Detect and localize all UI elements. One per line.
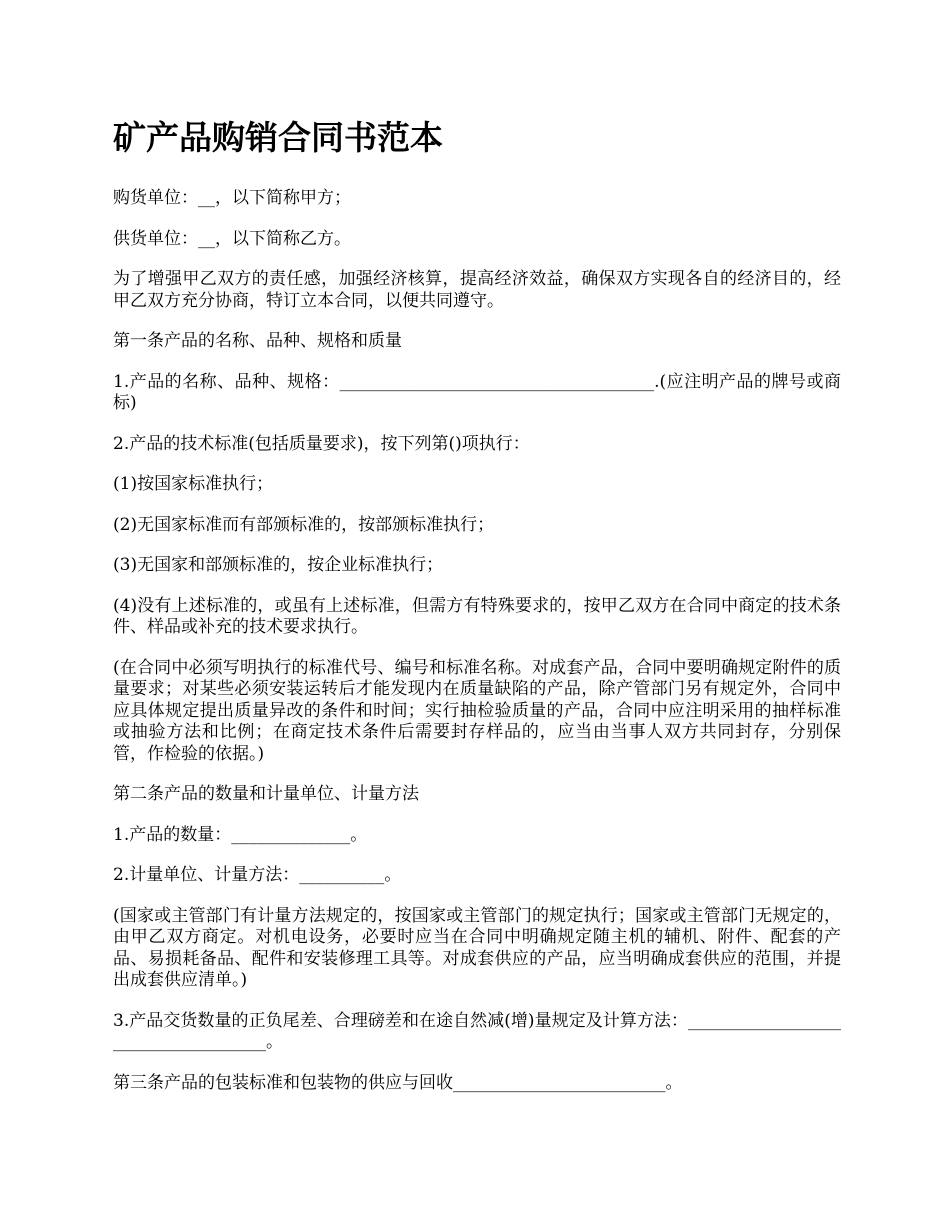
article-1-heading: 第一条产品的名称、品种、规格和质量 — [113, 331, 402, 351]
article-1-item-2: 2.产品的技术标准(包括质量要求)，按下列第()项执行： — [113, 433, 530, 454]
article-1-option-1: (1)按国家标准执行； — [113, 474, 274, 494]
article-2-item-1: 1.产品的数量：______________。 — [113, 824, 368, 845]
article-1-note: (在合同中必须写明执行的标准代号、编号和标准名称。对成套产品，合同中要明确规定附件的质量要求；对某些必须安装运转后才能发现内在质量缺陷的产品，除产管部门另有规定外，合同中应具体规定提出质量异改的条件和时间；实行抽检验质量的产品，合同中应注明采用的抽样标准或抽验方法和比例；在商定技术条件后需要封存样品的，应当由当事人双方共同封存，分别保管，作检验的依据。) — [113, 657, 841, 764]
article-2-item-3: 3.产品交货数量的正负尾差、合理磅差和在途自然减(增)量规定及计算方法：____________________________________。 — [113, 1010, 841, 1052]
article-2-item-2: 2.计量单位、计量方法：__________。 — [113, 865, 402, 885]
article-2-heading: 第二条产品的数量和计量单位、计量方法 — [113, 784, 419, 804]
document-page — [113, 110, 841, 1113]
article-1-item-1: 1.产品的名称、品种、规格：_____________________________________.(应注明产品的牌号或商标) — [113, 371, 841, 413]
paragraph-preamble: 为了增强甲乙双方的责任感，加强经济核算，提高经济效益，确保双方实现各自的经济目的，经甲乙双方充分协商，特订立本合同，以便共同遵守。 — [113, 269, 841, 311]
paragraph-supplier: 供货单位：__，以下简称乙方。 — [113, 228, 351, 249]
article-1-option-2: (2)无国家标准而有部颁标准的，按部颁标准执行； — [113, 514, 495, 535]
article-1-option-3: (3)无国家和部颁标准的，按企业标准执行； — [113, 555, 444, 575]
article-2-note: (国家或主管部门有计量方法规定的，按国家或主管部门的规定执行；国家或主管部门无规定的，由甲乙双方商定。对机电设务，必要时应当在合同中明确规定随主机的辅机、附件、配套的产品、易损耗备品、配件和安装修理工具等。对成套供应的产品，应当明确成套供应的范围，并提出成套供应清单。) — [113, 905, 841, 990]
document-title: 矿产品购销合同书范本 — [113, 118, 443, 157]
article-3-heading: 第三条产品的包装标准和包装物的供应与回收_________________________。 — [113, 1072, 683, 1093]
article-1-option-4: (4)没有上述标准的，或虽有上述标准，但需方有特殊要求的，按甲乙双方在合同中商定的技术条件、样品或补充的技术要求执行。 — [113, 595, 841, 637]
paragraph-buyer: 购货单位：__，以下简称甲方； — [113, 188, 351, 208]
